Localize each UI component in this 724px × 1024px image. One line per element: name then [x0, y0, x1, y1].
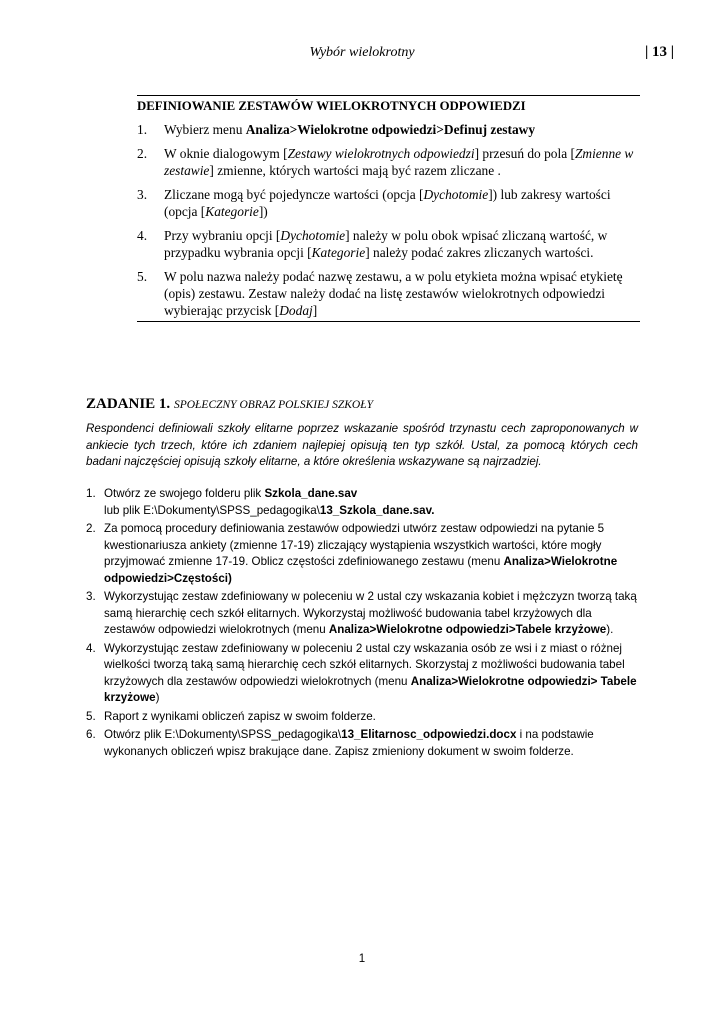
list-item-text — [104, 728, 594, 758]
text-run: Za pomocą procedury definiowania zestawów odpowiedzi utwórz zestaw odpowiedzi na pytanie 5 kwestionariusza ankiety (zmienne 17-19) zliczający wystąpienia wszystkich wartości, które mogły przyjmować zmienne 17-19. Oblicz częstości zdefiniowanego zestawu (menu — [104, 522, 605, 568]
list-item-number: 4. — [137, 228, 148, 243]
definition-steps-list — [137, 121, 640, 319]
list-item-number: 1. — [86, 487, 96, 500]
text-run: ] — [312, 303, 318, 318]
task-title-main: ZADANIE 1. — [86, 396, 171, 412]
footer-page-number: 1 — [358, 953, 366, 965]
list-item-number: 3. — [86, 590, 96, 603]
text-run: ) — [155, 691, 160, 704]
list-item-number: 5. — [86, 709, 96, 723]
text-run: Zliczane mogą być pojedyncze wartości (opcja [ — [164, 187, 424, 202]
text-run: W polu nazwa należy podać nazwę zestawu, a w polu etykieta można wpisać etykietę (opis) zestawu. Zestaw należy dodać na listę zestawów wielokrotnych odpowiedzi wybierając przycisk [ — [164, 269, 623, 318]
text-run: Otwórz ze swojego folderu plik — [104, 487, 265, 500]
bold-run: Analiza>Wielokrotne odpowiedzi>Częstości) — [104, 555, 618, 585]
list-item-number: 4. — [86, 641, 96, 655]
task-step — [86, 589, 641, 639]
italic-run: Zmienne w zestawie — [164, 146, 634, 178]
text-run: W oknie dialogowym [ — [164, 146, 288, 161]
text-run: i na podstawie wykonanych obliczeń wpisz brakujące dane. Zapisz zmieniony dokument w swoim folderze. — [104, 728, 594, 758]
text-run: ]) — [258, 204, 268, 219]
list-item-number: 5. — [137, 269, 148, 284]
text-run: Raport z wynikami obliczeń zapisz w swoim folderze. — [104, 709, 376, 723]
list-item-text — [164, 228, 607, 260]
task-title — [86, 396, 373, 413]
list-item-text — [104, 522, 617, 585]
text-run: ] należy w polu obok wpisać zliczaną wartość, w przypadku wybrania opcji [ — [164, 228, 608, 260]
task-step — [86, 641, 641, 707]
italic-run: Kategorie — [205, 204, 259, 219]
list-item-number: 2. — [86, 522, 96, 535]
list-item-number: 3. — [137, 187, 148, 202]
bold-run: 13_Szkola_dane.sav. — [319, 503, 435, 517]
task-step — [86, 709, 641, 726]
definition-step — [137, 186, 640, 220]
italic-run: Dychotomie — [280, 228, 346, 243]
text-run: ). — [606, 623, 614, 636]
italic-run: Zestawy wielokrotnych odpowiedzi — [287, 146, 475, 161]
list-item-text — [164, 122, 535, 137]
text-run: ]) lub zakresy wartości (opcja [ — [164, 187, 611, 219]
list-item-text — [104, 710, 376, 723]
task-title-subtitle: SPOŁECZNY OBRAZ POLSKIEJ SZKOŁY — [173, 399, 373, 411]
text-run: ] należy podać zakres zliczanych wartości. — [365, 245, 594, 260]
text-run: lub plik E:\Dokumenty\SPSS_pedagogika\ — [104, 503, 320, 517]
list-item-text — [104, 590, 637, 636]
list-item-text — [164, 187, 611, 219]
bold-run: Analiza>Wielokrotne odpowiedzi> Tabele krzyżowe — [104, 674, 637, 704]
italic-run: Dodaj — [279, 303, 313, 318]
definition-box-heading: DEFINIOWANIE ZESTAWÓW WIELOKROTNYCH ODPOWIEDZI — [137, 99, 526, 113]
definition-step — [137, 268, 640, 319]
definition-step — [137, 227, 640, 261]
list-item-text — [164, 269, 623, 318]
list-item-text — [104, 487, 434, 517]
italic-run: Kategorie — [311, 245, 366, 260]
text-run: Wybierz menu — [164, 122, 246, 137]
list-item-number: 6. — [86, 728, 96, 741]
task-step — [86, 727, 641, 760]
bold-run: Szkola_dane.sav — [264, 487, 358, 500]
text-run: Otwórz plik E:\Dokumenty\SPSS_pedagogika\ — [104, 728, 342, 741]
text-run: ] zmienne, których wartości mają być razem zliczane . — [209, 163, 501, 178]
text-run: ] przesuń do pola [ — [474, 146, 575, 161]
text-run: Wykorzystując zestaw zdefiniowany w poleceniu 2 ustal czy wskazania osób ze wsi i z miast o różnej wielkości tworzą taką samą hierarchię cech szkół elitarnych. Skorzystaj z możliwości budowania tabel krzyżowych dla zestawów odpowiedzi wielokrotnych (menu — [104, 641, 625, 688]
list-item-number: 2. — [137, 146, 148, 161]
task-step — [86, 486, 641, 519]
bold-run: Analiza>Wielokrotne odpowiedzi>Definuj zestawy — [245, 122, 536, 137]
list-item-text — [104, 642, 637, 705]
task-description: Respondenci definiowali szkoły elitarne poprzez wskazanie spośród trzynastu cech zaproponowanych w ankiecie tych trzech, które ich zdaniem najlepiej opisują ten typ szkół. Ustal, za pomocą których cech badani najczęściej opisują szkoły elitarne, a które określenia wskazywane są najrzadziej. — [86, 422, 638, 468]
definition-box — [137, 95, 640, 322]
bold-run: Analiza>Wielokrotne odpowiedzi>Tabele krzyżowe — [328, 623, 607, 636]
bold-run: 13_Elitarnosc_odpowiedzi.docx — [341, 728, 517, 741]
list-item-text — [164, 146, 633, 178]
definition-step — [137, 145, 640, 179]
text-run: Wykorzystując zestaw zdefiniowany w poleceniu w 2 ustal czy wskazania kobiet i mężczyzn tworzą taką samą hierarchię cech szkół elitarnych. Wykorzystaj możliwość budowania tabel krzyżowych dla zestawów odpowiedzi wielokrotnych (menu — [104, 590, 637, 636]
italic-run: Dychotomie — [423, 187, 489, 202]
list-item-number: 1. — [137, 122, 148, 137]
task-steps-list — [86, 486, 641, 762]
task-step — [86, 521, 641, 587]
header-page-number: | 13 | — [645, 44, 675, 60]
text-run: Przy wybraniu opcji [ — [164, 228, 281, 243]
definition-step — [137, 121, 640, 138]
running-header-title: Wybór wielokrotny — [309, 45, 415, 60]
